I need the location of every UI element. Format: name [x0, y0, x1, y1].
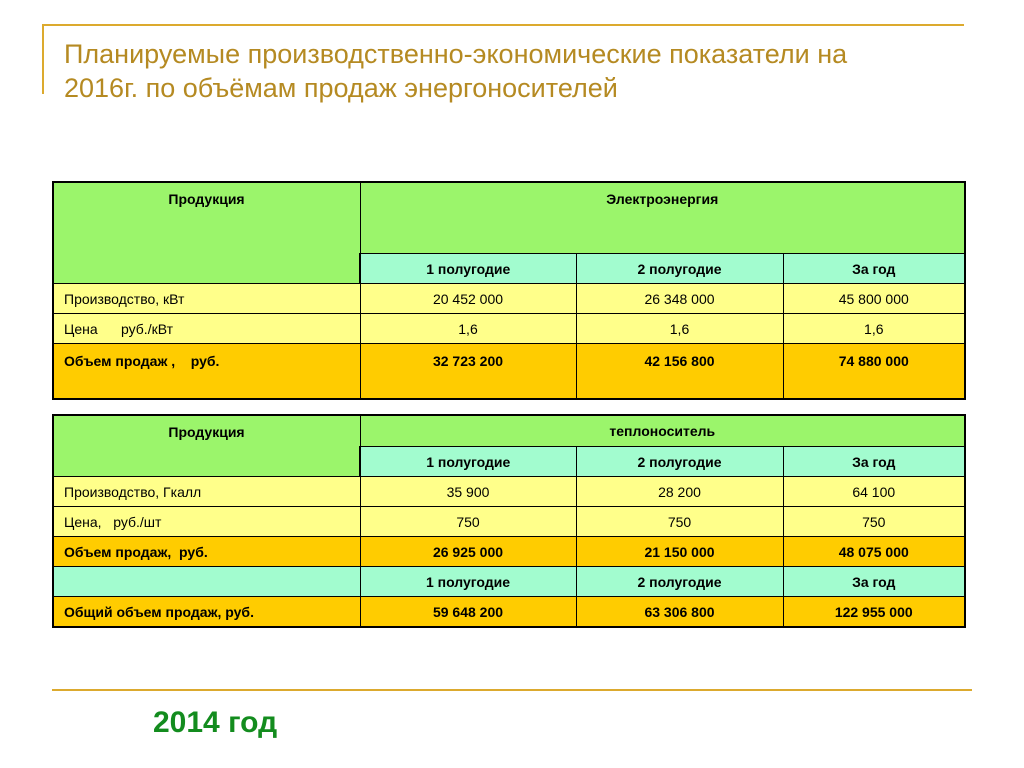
- table-row: [53, 537, 965, 567]
- cell-value: 59 648 200: [360, 597, 576, 628]
- heat-carrier-header: теплоноситель: [360, 415, 965, 447]
- table-row: [53, 182, 965, 254]
- cell-value: 26 348 000: [576, 284, 783, 314]
- cell-value: 45 800 000: [783, 284, 965, 314]
- period-header-1: 1 полугодие: [360, 447, 576, 477]
- table-row: [53, 597, 965, 628]
- cell-value: 750: [576, 507, 783, 537]
- electricity-header: Электроэнергия: [360, 182, 965, 254]
- row-label: Цена, руб./шт: [53, 507, 360, 537]
- cell-value: 20 452 000: [360, 284, 576, 314]
- cell-value: 32 723 200: [360, 344, 576, 400]
- title-line-2: 2016г. по объёмам продаж энергоносителей: [64, 73, 618, 103]
- slide-title: [64, 37, 944, 105]
- product-header: Продукция: [53, 182, 360, 284]
- year-label: 2014 год: [153, 706, 278, 739]
- period-header-2: 2 полугодие: [576, 447, 783, 477]
- summary-period-1: 1 полугодие: [360, 567, 576, 597]
- table-row: [53, 344, 965, 400]
- cell-value: 21 150 000: [576, 537, 783, 567]
- product-header: Продукция: [53, 415, 360, 477]
- cell-value: 42 156 800: [576, 344, 783, 400]
- row-label: Производство, Гкалл: [53, 477, 360, 507]
- table-row: [53, 415, 965, 447]
- table-row: [53, 314, 965, 344]
- period-header-2: 2 полугодие: [576, 254, 783, 284]
- frame-left-line: [42, 24, 44, 94]
- summary-period-2: 2 полугодие: [576, 567, 783, 597]
- empty-cell: [53, 567, 360, 597]
- cell-value: 64 100: [783, 477, 965, 507]
- cell-value: 1,6: [783, 314, 965, 344]
- row-label: Объем продаж, руб.: [53, 537, 360, 567]
- cell-value: 122 955 000: [783, 597, 965, 628]
- table-row: [53, 507, 965, 537]
- row-label: Цена руб./кВт: [53, 314, 360, 344]
- table-row: [53, 284, 965, 314]
- row-label: Общий объем продаж, руб.: [53, 597, 360, 628]
- period-header-1: 1 полугодие: [360, 254, 576, 284]
- table-row: [53, 567, 965, 597]
- cell-value: 750: [783, 507, 965, 537]
- cell-value: 48 075 000: [783, 537, 965, 567]
- row-label: Производство, кВт: [53, 284, 360, 314]
- electricity-table: [52, 181, 966, 400]
- frame-top-line: [42, 24, 964, 26]
- heat-carrier-table: [52, 414, 966, 628]
- summary-period-year: За год: [783, 567, 965, 597]
- cell-value: 26 925 000: [360, 537, 576, 567]
- cell-value: 35 900: [360, 477, 576, 507]
- title-line-1: Планируемые производственно-экономические показатели на: [64, 39, 848, 69]
- period-header-year: За год: [783, 254, 965, 284]
- cell-value: 1,6: [360, 314, 576, 344]
- cell-value: 28 200: [576, 477, 783, 507]
- period-header-year: За год: [783, 447, 965, 477]
- cell-value: 1,6: [576, 314, 783, 344]
- bottom-divider: [52, 689, 972, 691]
- cell-value: 750: [360, 507, 576, 537]
- cell-value: 74 880 000: [783, 344, 965, 400]
- row-label: Объем продаж , руб.: [53, 344, 360, 400]
- cell-value: 63 306 800: [576, 597, 783, 628]
- table-row: [53, 477, 965, 507]
